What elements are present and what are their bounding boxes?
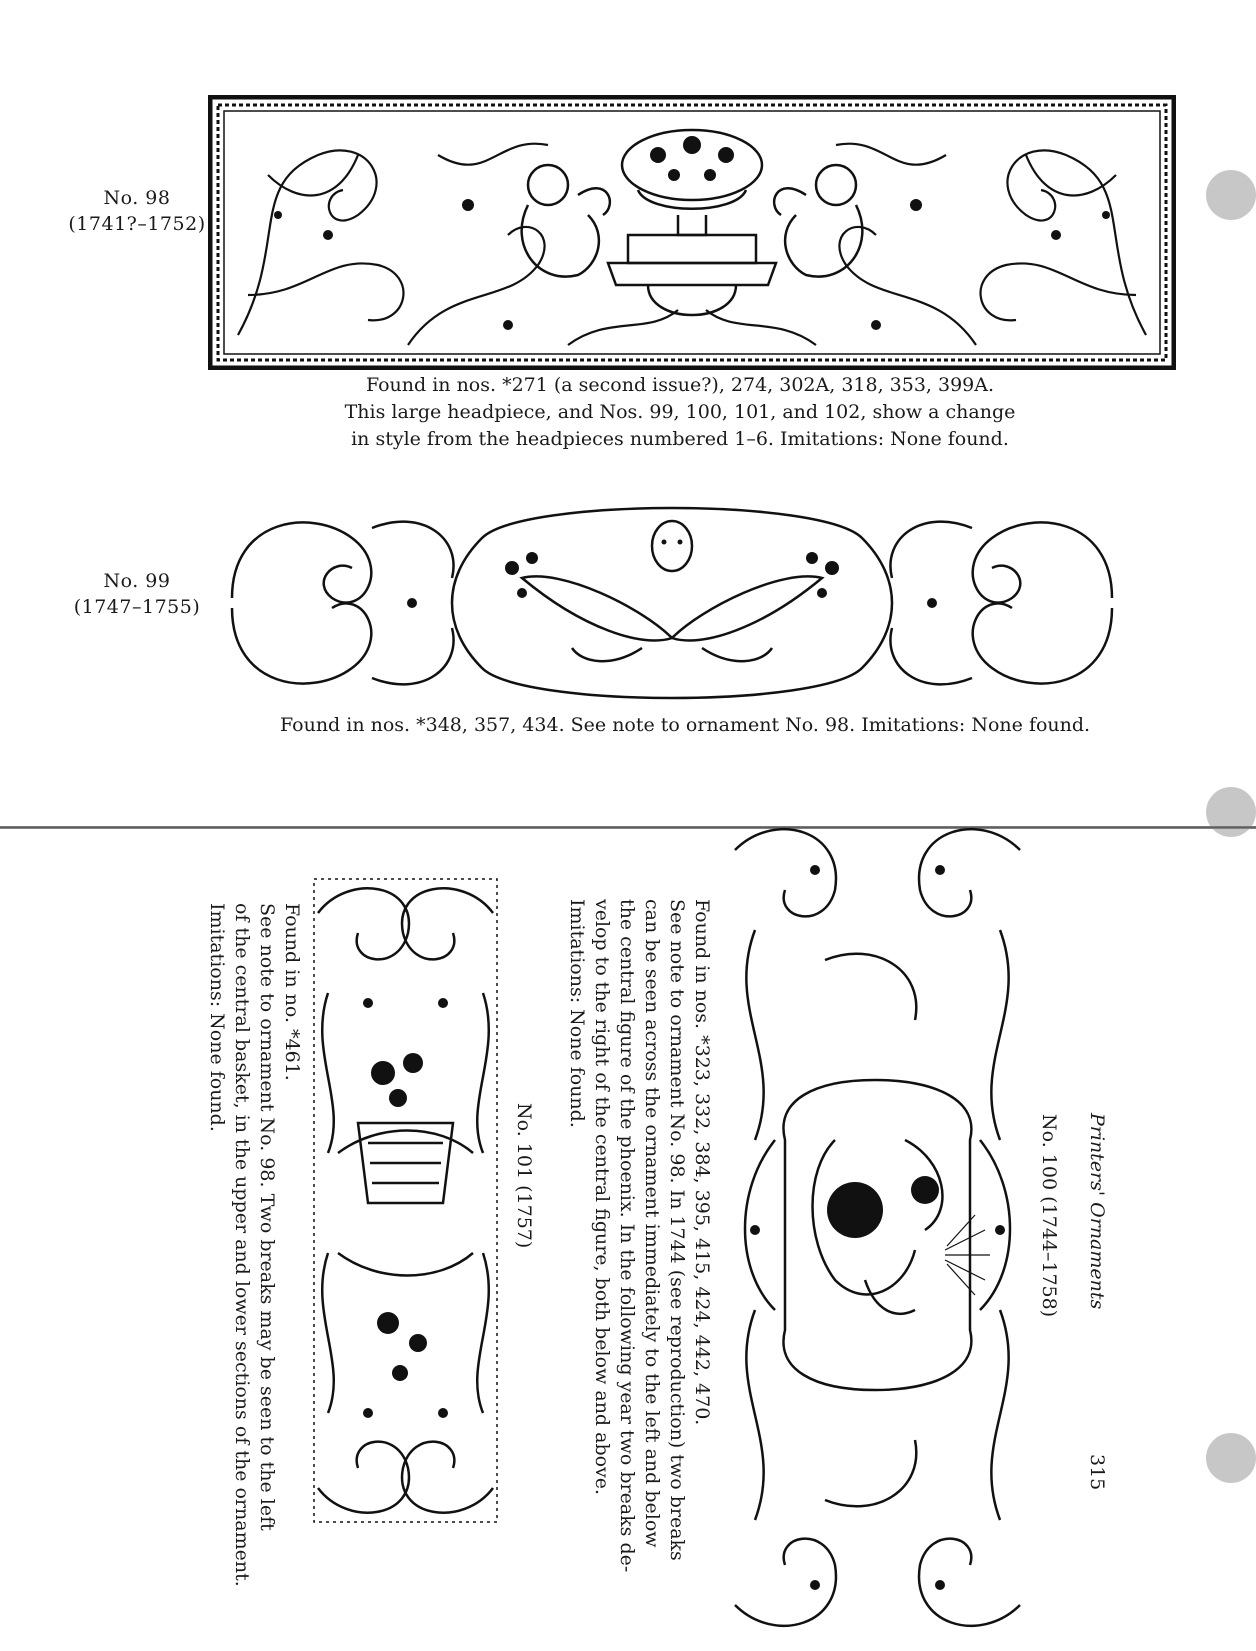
- ornament-99-caption: Found in nos. *348, 357, 434. See note to ornament No. 98. Imitations: None found.: [280, 714, 1091, 736]
- running-header-title: Printers' Ornaments: [1086, 1113, 1108, 1310]
- ornament-100-caption-line-4: the central figure of the phoenix. In the following year two breaks de-: [616, 899, 638, 1573]
- ornament-101-heading: No. 101 (1757): [513, 1103, 535, 1249]
- ornament-100-caption-line-3: can be seen across the ornament immediately to the left and below: [641, 899, 663, 1548]
- ornament-101-caption-line-3: of the central basket, in the upper and lower sections of the ornament.: [231, 903, 253, 1587]
- ornament-99-number: No. 99: [103, 570, 171, 592]
- ornament-100-caption-line-5: velop to the right of the central figure, both below and above.: [591, 899, 613, 1496]
- ornament-98-caption-line-1: Found in nos. *271 (a second issue?), 274, 302A, 318, 353, 399A.: [365, 374, 995, 396]
- ornament-100-caption-line-6: Imitations: None found.: [566, 899, 588, 1128]
- ornament-100-heading: No. 100 (1744–1758): [1038, 1114, 1060, 1318]
- ornament-98-caption-line-3: in style from the headpieces numbered 1–6. Imitations: None found.: [351, 428, 1009, 450]
- ornament-98-caption: [300, 372, 1060, 453]
- ornament-100-caption-line-1: Found in nos. *323, 332, 384, 395, 415, 424, 442, 470.: [691, 899, 713, 1426]
- ornament-98-dates: (1741?–1752): [68, 213, 206, 235]
- ornament-99-image: [222, 498, 1122, 708]
- running-header-page-number: 315: [1086, 1454, 1108, 1491]
- ornament-101-caption-line-1: Found in no. *461.: [281, 903, 303, 1081]
- ornament-98-number: No. 98: [103, 187, 171, 209]
- ornament-99-label: [62, 568, 212, 620]
- ornament-98-caption-line-2: This large headpiece, and Nos. 99, 100, 101, and 102, show a change: [344, 401, 1016, 423]
- ornament-98-label: [62, 185, 212, 237]
- punch-hole-top: [1206, 170, 1256, 220]
- ornament-101-caption-line-2: See note to ornament No. 98. Two breaks may be seen to the left: [256, 903, 278, 1531]
- ornament-98-image: [208, 95, 1176, 370]
- punch-hole-middle: [1206, 787, 1256, 837]
- page-seam: [0, 826, 1256, 829]
- ornament-101-caption-line-4: Imitations: None found.: [206, 903, 228, 1132]
- punch-hole-bottom: [1206, 1433, 1256, 1483]
- ornament-99-dates: (1747–1755): [73, 596, 201, 618]
- ornament-101-image: [308, 873, 503, 1528]
- ornament-100-image: [715, 810, 1040, 1645]
- ornament-100-caption-line-2: See note to ornament No. 98. In 1744 (see reproduction) two breaks: [666, 899, 688, 1561]
